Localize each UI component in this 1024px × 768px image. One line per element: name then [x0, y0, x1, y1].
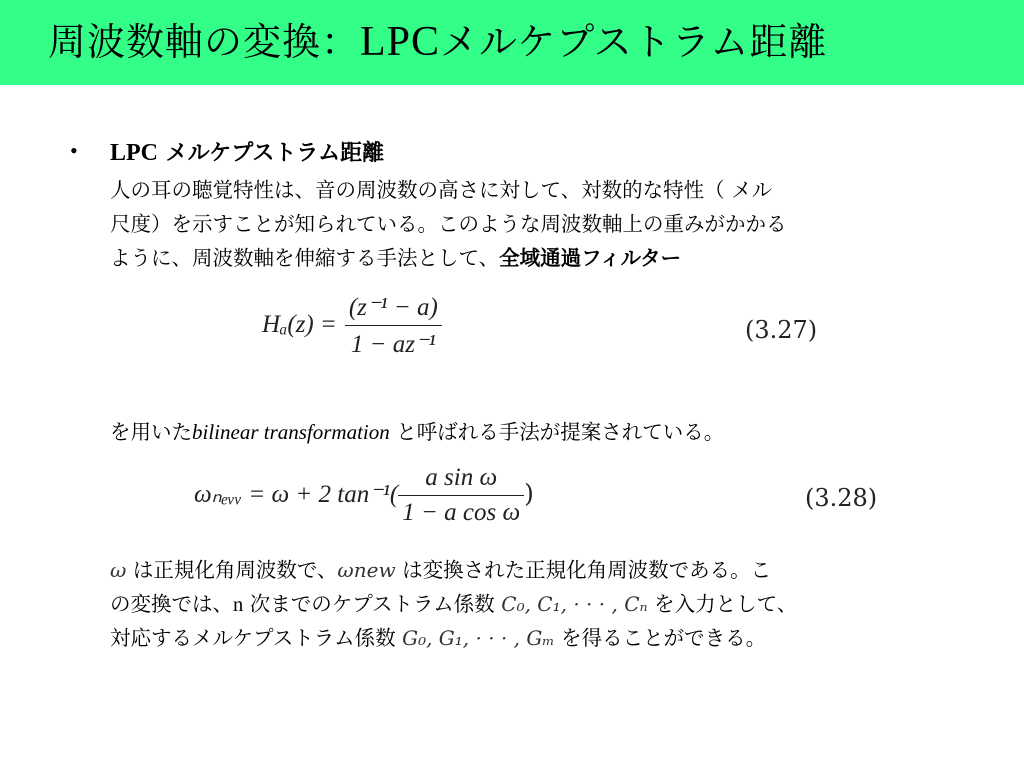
- paragraph-bold-term: 全域通過フィルター: [499, 246, 682, 270]
- paragraph-line: 人の耳の聴覚特性は、音の周波数の高さに対して、対数的な特性（ メル: [110, 178, 773, 202]
- paragraph-text: を得ることができる。: [554, 626, 767, 650]
- equation-3-28: [194, 464, 534, 527]
- g-coefficients: G₀, G₁, · · · , Gₘ: [402, 626, 555, 650]
- paragraph-text: を用いた: [110, 420, 192, 444]
- heading-text: メルケプストラム距離: [158, 141, 385, 166]
- paragraph-line: [110, 590, 797, 619]
- bullet-marker: •: [70, 138, 78, 163]
- eq2-numerator: a sin ω: [425, 464, 498, 491]
- paragraph-line: 尺度）を示すことが知られている。このような周波数軸上の重みがかかる: [110, 212, 787, 236]
- title-latin: LPC: [360, 19, 441, 65]
- eq1-fraction: [345, 292, 442, 359]
- paragraph-line: [110, 624, 766, 652]
- c-coefficients: C₀, C₁, · · · , Cₙ: [501, 592, 648, 616]
- omega-new-symbol: ωnew: [337, 558, 396, 582]
- eq1-denominator: 1 − az⁻¹: [345, 325, 442, 359]
- equation-3-27: [262, 292, 442, 359]
- eq2-fraction: [398, 464, 524, 527]
- paragraph-text: ように、周波数軸を伸縮する手法として、: [110, 246, 500, 270]
- omega-symbol: ω: [110, 558, 127, 582]
- paragraph-text: の変換では、: [110, 592, 233, 616]
- eq2-close: ): [524, 479, 534, 508]
- paragraph-line: [110, 244, 681, 272]
- paragraph-text: 次までのケプストラム係数: [243, 592, 502, 616]
- paragraph-line: [110, 556, 771, 584]
- paragraph-text: を入力として、: [647, 592, 798, 616]
- slide-title: [48, 10, 827, 74]
- title-prefix: 周波数軸の変換：: [48, 20, 361, 64]
- equation-number: (3.28): [805, 484, 878, 512]
- paragraph-italic-term: bilinear transformation: [192, 420, 390, 444]
- eq1-lhs: Hₐ(z) =: [262, 311, 337, 338]
- bullet-heading: [110, 136, 384, 167]
- paragraph-n: n: [233, 594, 244, 616]
- eq2-denominator: 1 − a cos ω: [398, 495, 524, 527]
- heading-latin: LPC: [110, 140, 158, 166]
- paragraph-text: 対応するメルケプストラム係数: [110, 626, 403, 650]
- equation-number: (3.27): [745, 316, 818, 344]
- paragraph-text: は正規化角周波数で、: [126, 558, 338, 582]
- paragraph-text: は変換された正規化角周波数である。こ: [395, 558, 772, 582]
- title-suffix: メルケプストラム距離: [440, 20, 828, 64]
- eq2-lhs: ωₙₑᵥᵥ = ω + 2 tan⁻¹(: [194, 481, 399, 508]
- eq1-numerator: (z⁻¹ − a): [348, 294, 438, 321]
- paragraph-line: [110, 418, 724, 446]
- paragraph-text: と呼ばれる手法が提案されている。: [389, 420, 725, 444]
